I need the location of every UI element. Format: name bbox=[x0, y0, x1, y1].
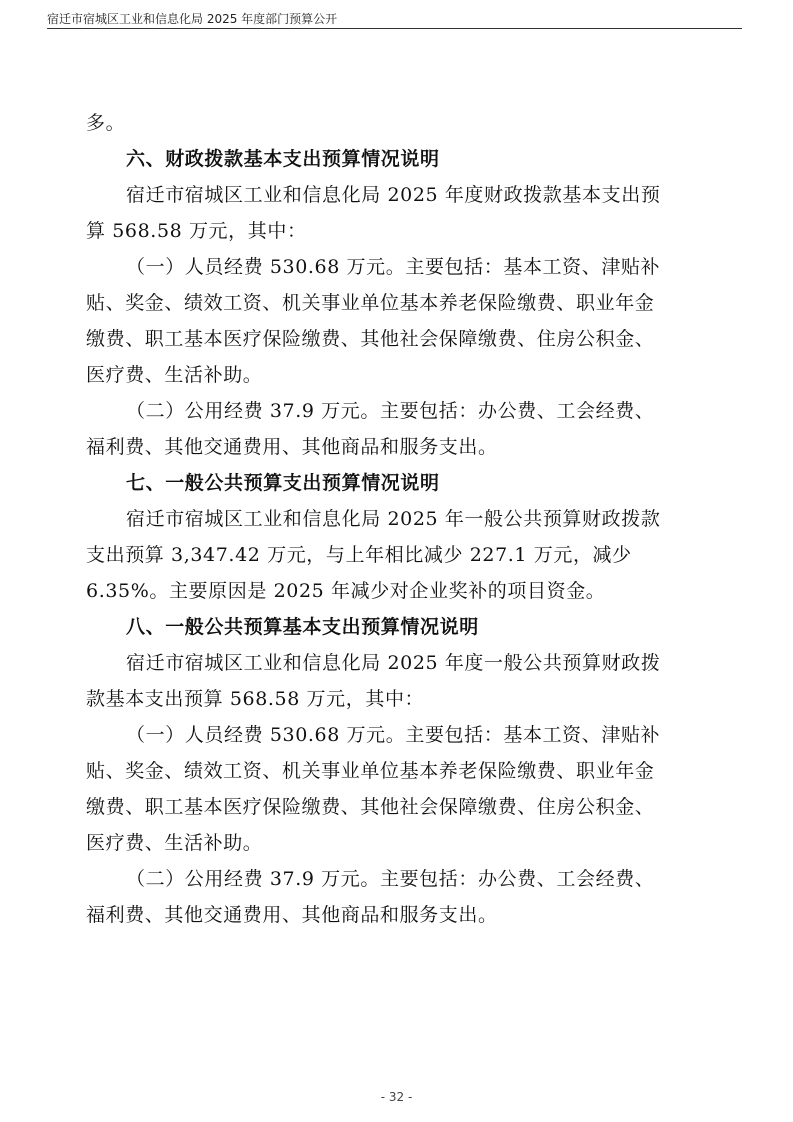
text-line: 宿迁市宿城区工业和信息化局 2025 年度财政拨款基本支出预 bbox=[126, 184, 661, 206]
text-line: 宿迁市宿城区工业和信息化局 2025 年一般公共预算财政拨款 bbox=[126, 508, 661, 530]
text-line: 支出预算 3,347.42 万元，与上年相比减少 227.1 万元，减少 bbox=[86, 544, 632, 566]
section-heading: 六、财政拨款基本支出预算情况说明 bbox=[126, 148, 440, 170]
text-line: 福利费、其他交通费用、其他商品和服务支出。 bbox=[86, 436, 498, 458]
text-line: 6.35%。主要原因是 2025 年减少对企业奖补的项目资金。 bbox=[86, 580, 606, 602]
text-line: 算 568.58 万元，其中： bbox=[86, 220, 307, 242]
running-header: 宿迁市宿城区工业和信息化局 2025 年度部门预算公开 bbox=[47, 12, 338, 26]
text-line: 多。 bbox=[86, 112, 126, 134]
header-divider bbox=[47, 28, 742, 29]
page-number: - 32 - bbox=[380, 1090, 413, 1104]
text-line: （一）人员经费 530.68 万元。主要包括：基本工资、津贴补 bbox=[126, 256, 661, 278]
text-line: （二）公用经费 37.9 万元。主要包括：办公费、工会经费、 bbox=[126, 868, 655, 890]
section-heading: 八、一般公共预算基本支出预算情况说明 bbox=[126, 616, 479, 638]
text-line: 贴、奖金、绩效工资、机关事业单位基本养老保险缴费、职业年金 bbox=[86, 292, 655, 314]
text-line: 宿迁市宿城区工业和信息化局 2025 年度一般公共预算财政拨 bbox=[126, 652, 661, 674]
text-line: 缴费、职工基本医疗保险缴费、其他社会保障缴费、住房公积金、 bbox=[86, 796, 655, 818]
text-line: （二）公用经费 37.9 万元。主要包括：办公费、工会经费、 bbox=[126, 400, 655, 422]
text-line: 福利费、其他交通费用、其他商品和服务支出。 bbox=[86, 904, 498, 926]
section-heading: 七、一般公共预算支出预算情况说明 bbox=[126, 472, 440, 494]
document-body bbox=[86, 105, 710, 933]
text-line: 贴、奖金、绩效工资、机关事业单位基本养老保险缴费、职业年金 bbox=[86, 760, 655, 782]
text-line: 医疗费、生活补助。 bbox=[86, 364, 263, 386]
text-line: （一）人员经费 530.68 万元。主要包括：基本工资、津贴补 bbox=[126, 724, 661, 746]
text-line: 医疗费、生活补助。 bbox=[86, 832, 263, 854]
text-line: 款基本支出预算 568.58 万元，其中： bbox=[86, 688, 425, 710]
text-line: 缴费、职工基本医疗保险缴费、其他社会保障缴费、住房公积金、 bbox=[86, 328, 655, 350]
